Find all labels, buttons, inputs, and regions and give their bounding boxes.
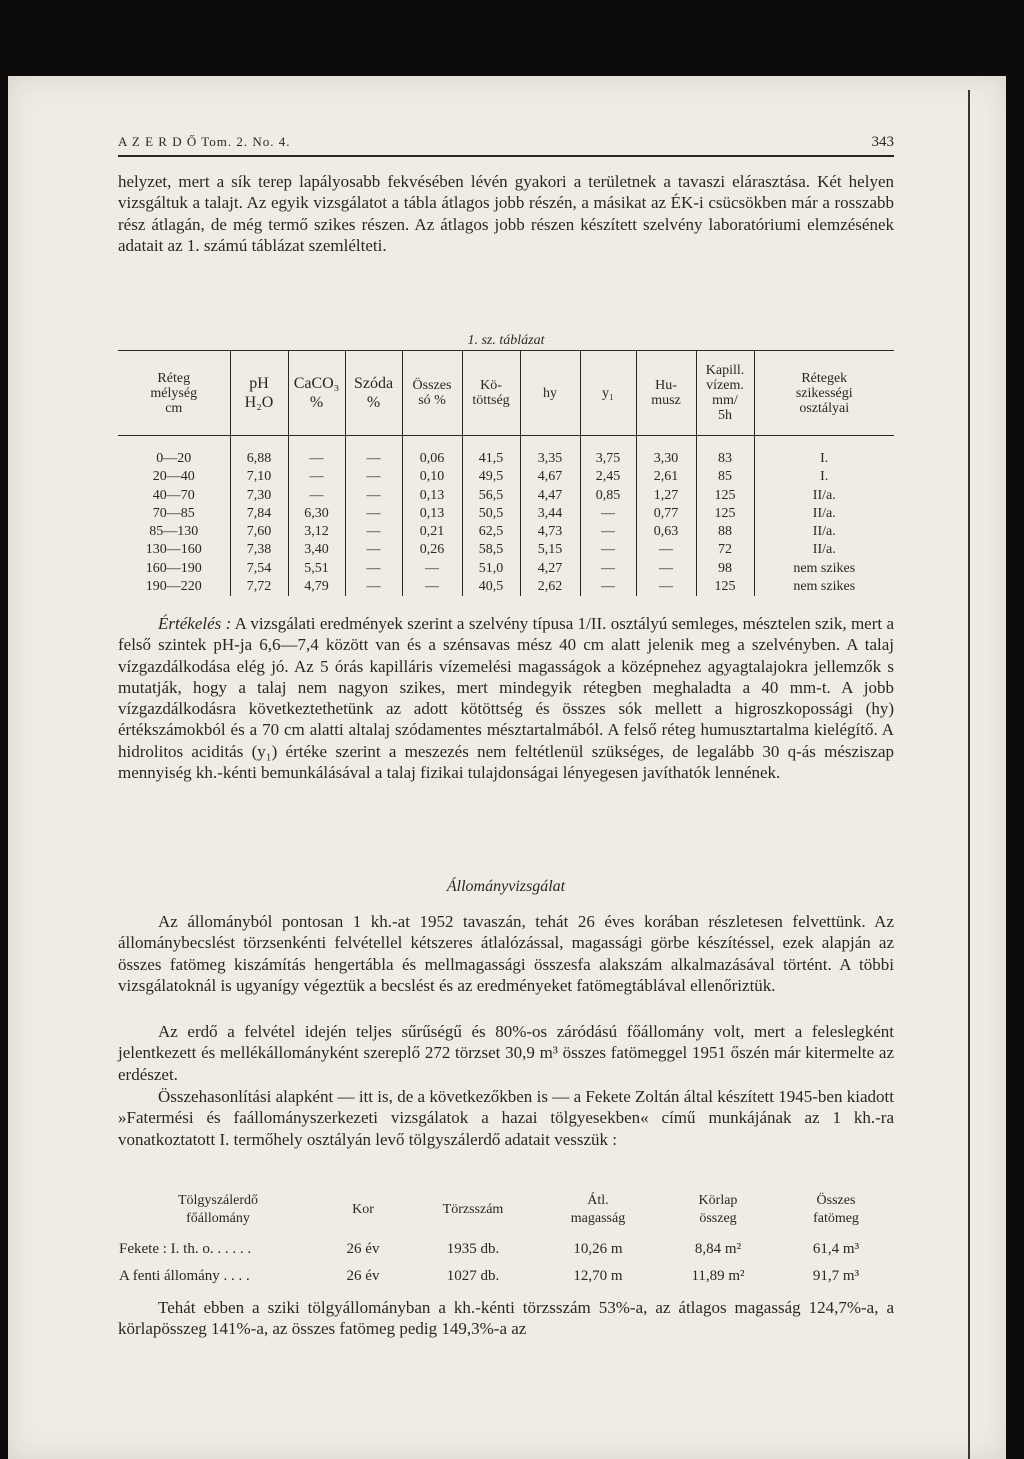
table-cell: — bbox=[580, 505, 636, 523]
table-cell: 88 bbox=[696, 523, 754, 541]
cmp-head-col-4: Körlap összeg bbox=[698, 1193, 738, 1226]
table-cell: 20—40 bbox=[152, 469, 195, 485]
cmp-head-col-3: Átl. magasság bbox=[570, 1193, 626, 1226]
table-cell: 3,40 bbox=[288, 541, 345, 559]
table-cell: 5,15 bbox=[520, 541, 580, 559]
table-cell: 12,70 m bbox=[573, 1268, 623, 1284]
table-cell: — bbox=[345, 505, 402, 523]
table-cell: 3,75 bbox=[580, 436, 636, 469]
table-cell: 8,84 m² bbox=[694, 1241, 742, 1257]
soil-head-col-10: Rétegek szikességi osztályai bbox=[754, 351, 894, 436]
soil-table-row bbox=[118, 505, 894, 523]
table-cell: 1935 db. bbox=[446, 1241, 500, 1257]
table-cell: 4,27 bbox=[520, 560, 580, 578]
soil-head-col-8: Hu- musz bbox=[636, 351, 696, 436]
comparison-table-row bbox=[118, 1236, 894, 1263]
table-cell: — bbox=[345, 487, 402, 505]
page-edge-line bbox=[968, 90, 970, 1459]
table-cell: I. bbox=[754, 436, 894, 469]
table-cell: — bbox=[345, 468, 402, 486]
table-cell: 7,60 bbox=[230, 523, 288, 541]
table-cell: 40,5 bbox=[462, 578, 520, 596]
table-cell: 11,89 m² bbox=[691, 1268, 745, 1284]
table-cell: 0,10 bbox=[402, 468, 462, 486]
table-cell: 0—20 bbox=[156, 451, 192, 466]
table-cell: nem szikes bbox=[754, 578, 894, 596]
table-cell: II/a. bbox=[754, 541, 894, 559]
table-cell: 7,30 bbox=[230, 487, 288, 505]
soil-table-body bbox=[118, 436, 894, 597]
table-cell: 7,54 bbox=[230, 560, 288, 578]
intro-paragraph: helyzet, mert a sík terep lapályosabb fekvésében lévén gyakori a területnek a tavaszi elárasztása. Két helyen vizsgáltuk a talajt. Az egyik vizsgálatot a tábla átlagos jobb részén, a másikat az ÉK-i csücsökben már a rosszabb rész átlagán, de még termő szikes részen. Az átlagos jobb részen készített szelvény laboratóriumi elemzésének adatait az 1. számú táblázat szemlélteti. bbox=[118, 172, 894, 255]
cmp-head-col-5: Összes fatömeg bbox=[813, 1193, 859, 1226]
table-cell: 0,06 bbox=[402, 436, 462, 469]
table-cell: 85 bbox=[696, 468, 754, 486]
cmp-head-col-0: Tölgyszálerdő főállomány bbox=[177, 1193, 259, 1226]
table-cell: — bbox=[402, 560, 462, 578]
table-cell: — bbox=[636, 578, 696, 596]
table-cell: 0,85 bbox=[580, 487, 636, 505]
table-cell: — bbox=[402, 578, 462, 596]
table-cell: 7,10 bbox=[230, 468, 288, 486]
table-cell: 2,61 bbox=[636, 468, 696, 486]
table-cell: 7,72 bbox=[230, 578, 288, 596]
table-cell: 7,84 bbox=[230, 505, 288, 523]
paragraph-density: Az erdő a felvétel idején teljes sűrűségű és 80%-os záródású főállomány volt, mert a feleslegként jelentkezett és mellékállományként szereplő 272 törzset 30,9 m³ összes fatömeggel 1951 őszén már kitermelte az erdészet. bbox=[118, 1022, 894, 1084]
soil-table-row bbox=[118, 468, 894, 486]
table-cell: 62,5 bbox=[462, 523, 520, 541]
table-cell: 41,5 bbox=[462, 436, 520, 469]
cmp-head-col-1: Kor bbox=[352, 1202, 374, 1217]
table-cell: 50,5 bbox=[462, 505, 520, 523]
table-cell: 26 év bbox=[346, 1241, 380, 1257]
table-cell: A fenti állomány . . . . bbox=[119, 1268, 250, 1284]
table-cell: 190—220 bbox=[145, 579, 202, 595]
soil-table-row bbox=[118, 578, 894, 596]
table-cell: 6,88 bbox=[230, 436, 288, 469]
table-cell: — bbox=[580, 523, 636, 541]
table-cell: 3,44 bbox=[520, 505, 580, 523]
table-cell: 7,38 bbox=[230, 541, 288, 559]
table-cell: — bbox=[580, 578, 636, 596]
evaluation-label: Értékelés : bbox=[158, 614, 232, 633]
header-rule bbox=[118, 155, 894, 157]
table-cell: 26 év bbox=[346, 1268, 380, 1284]
table-cell: II/a. bbox=[754, 523, 894, 541]
table-cell: 3,12 bbox=[288, 523, 345, 541]
soil-head-col-3: Szóda % bbox=[345, 351, 402, 436]
table-cell: 0,77 bbox=[636, 505, 696, 523]
table-cell: 85—130 bbox=[149, 524, 199, 540]
table-cell: 58,5 bbox=[462, 541, 520, 559]
soil-head-col-2: CaCO₃ % bbox=[288, 351, 345, 436]
soil-table-row bbox=[118, 541, 894, 559]
table-cell: 2,62 bbox=[520, 578, 580, 596]
soil-head-col-1: pH H₂O bbox=[230, 351, 288, 436]
soil-head-col-9: Kapill. vízem. mm/ 5h bbox=[696, 351, 754, 436]
table-cell: — bbox=[636, 541, 696, 559]
table-cell: 125 bbox=[696, 578, 754, 596]
paragraph-conclusion: Tehát ebben a sziki tölgyállományban a kh.-kénti törzsszám 53%-a, az átlagos magasság 124,7%-a, a körlapösszeg 141%-a, az összes fatömeg pedig 149,3%-a az bbox=[118, 1298, 894, 1339]
paragraph-comparison: Összehasonlítási alapként — itt is, de a következőkben is — a Fekete Zoltán által készített 1945-ben kiadott »Fatermési és faállományszerkezeti vizsgálatok a hazai tölgyesekben« című munkájának az 1 kh.-ra vonatkoztatott I. termőhely osztályán levő tölgyszálerdő adatait vesszük : bbox=[118, 1087, 894, 1149]
table-cell: — bbox=[345, 523, 402, 541]
table-cell: 0,13 bbox=[402, 505, 462, 523]
page-number: 343 bbox=[871, 134, 894, 150]
comparison-table-body bbox=[118, 1236, 894, 1290]
table-cell: — bbox=[345, 560, 402, 578]
table-cell: 40—70 bbox=[152, 487, 195, 503]
table-cell: 125 bbox=[696, 487, 754, 505]
table-cell: 0,26 bbox=[402, 541, 462, 559]
table-cell: nem szikes bbox=[754, 560, 894, 578]
evaluation-text: A vizsgálati eredmények szerint a szelvény típusa 1/II. osztályú semleges, mésztelen szik, mert a felső szintek pH-ja 6,6—7,4 között van és a szénsavas mész 40 cm alatt jelenik meg a szelvényben. A talaj vízgazdálkodása elég jó. Az 5 órás kapilláris vízemelési magasságok a középnehez agyagtalajokra jellemzők s mutatják, hogy a talaj nem nagyon szikes, mert mindegyik rétegben meghaladta a 40 mm-t. A jobb vízgazdálkodásra következtethetünk az adott kötöttség és összes sók mellett a higroszkopossági (hy) értékszámokból és a 70 cm alatti altalaj szódamentes mésztartalmából. A felső réteg humusztartalma kielégítő. A hidrolitos aciditás (y₁) értéke szerint a meszezés nem feltétlenül szükséges, de legalább 30 q-ás mésziszap mennyiség kh.-kénti bemunkálásával a talaj fizikai tulajdonságai lényegesen javíthatók lennének. bbox=[118, 614, 895, 783]
table-cell: II/a. bbox=[754, 505, 894, 523]
table-cell: 72 bbox=[696, 541, 754, 559]
soil-table-row bbox=[118, 436, 894, 469]
table-cell: — bbox=[345, 578, 402, 596]
table-cell: 0,63 bbox=[636, 523, 696, 541]
table-cell: 49,5 bbox=[462, 468, 520, 486]
table-cell: 0,21 bbox=[402, 523, 462, 541]
table-cell: 4,67 bbox=[520, 468, 580, 486]
table-cell: 91,7 m³ bbox=[812, 1268, 860, 1284]
table-cell: — bbox=[288, 487, 345, 505]
stand-comparison-table bbox=[118, 1184, 894, 1290]
table-cell: 6,30 bbox=[288, 505, 345, 523]
journal-title: A Z E R D Ő Tom. 2. No. 4. bbox=[118, 134, 291, 149]
soil-head-col-4: Összes só % bbox=[402, 351, 462, 436]
cmp-head-col-2: Törzsszám bbox=[442, 1202, 504, 1217]
table-cell: — bbox=[345, 541, 402, 559]
table-cell: 70—85 bbox=[152, 505, 195, 521]
soil-table-header-row bbox=[118, 351, 894, 436]
table-cell: 160—190 bbox=[145, 560, 202, 576]
soil-table-row bbox=[118, 487, 894, 505]
table-cell: Fekete : I. th. o. . . . . . bbox=[119, 1241, 252, 1257]
table-cell: 83 bbox=[696, 436, 754, 469]
table-cell: — bbox=[288, 468, 345, 486]
comparison-table-row bbox=[118, 1263, 894, 1290]
evaluation-paragraph bbox=[118, 613, 894, 783]
table-cell: — bbox=[580, 541, 636, 559]
table-cell: 3,30 bbox=[636, 436, 696, 469]
table-cell: I. bbox=[754, 468, 894, 486]
soil-head-col-7: y₁ bbox=[580, 351, 636, 436]
table-cell: — bbox=[288, 436, 345, 469]
table-cell: 2,45 bbox=[580, 468, 636, 486]
table-cell: 130—160 bbox=[145, 542, 202, 558]
table-cell: 125 bbox=[696, 505, 754, 523]
table-cell: — bbox=[345, 436, 402, 469]
table-cell: 56,5 bbox=[462, 487, 520, 505]
table-cell: 4,79 bbox=[288, 578, 345, 596]
table-cell: 4,73 bbox=[520, 523, 580, 541]
table-cell: 4,47 bbox=[520, 487, 580, 505]
table-cell: — bbox=[580, 560, 636, 578]
table-cell: 0,13 bbox=[402, 487, 462, 505]
soil-head-col-0: Réteg mélység cm bbox=[118, 351, 230, 436]
table-cell: 1,27 bbox=[636, 487, 696, 505]
table-cell: 98 bbox=[696, 560, 754, 578]
soil-table-row bbox=[118, 560, 894, 578]
table-cell: — bbox=[636, 560, 696, 578]
soil-head-col-6: hy bbox=[520, 351, 580, 436]
table1-caption: 1. sz. táblázat bbox=[467, 333, 545, 348]
paragraph-stand-survey: Az állományból pontosan 1 kh.-at 1952 tavaszán, tehát 26 éves korában részletesen felvettünk. Az állománybecslést törzsenkénti felvétellel kétszeres átlalózással, magassági görbe készítéssel, ezek alapján az összes fatömeg kiszámítás hengertábla és mellmagassági összesfa alakszám alkalmazásával történt. A többi vizsgálatoknál is ugyanígy végeztük a becslést és az eredményeket fatömegtáblával ellenőriztük. bbox=[118, 912, 894, 995]
soil-head-col-5: Kö- töttség bbox=[462, 351, 520, 436]
table-cell: 3,35 bbox=[520, 436, 580, 469]
comparison-table-header-row bbox=[118, 1184, 894, 1236]
table-cell: 1027 db. bbox=[446, 1268, 500, 1284]
table-cell: II/a. bbox=[754, 487, 894, 505]
soil-analysis-table bbox=[118, 350, 894, 596]
table-cell: 10,26 m bbox=[573, 1241, 623, 1257]
table-cell: 5,51 bbox=[288, 560, 345, 578]
table-cell: 51,0 bbox=[462, 560, 520, 578]
soil-table-row bbox=[118, 523, 894, 541]
section-heading: Állományvizsgálat bbox=[446, 878, 566, 895]
table-cell: 61,4 m³ bbox=[812, 1241, 860, 1257]
